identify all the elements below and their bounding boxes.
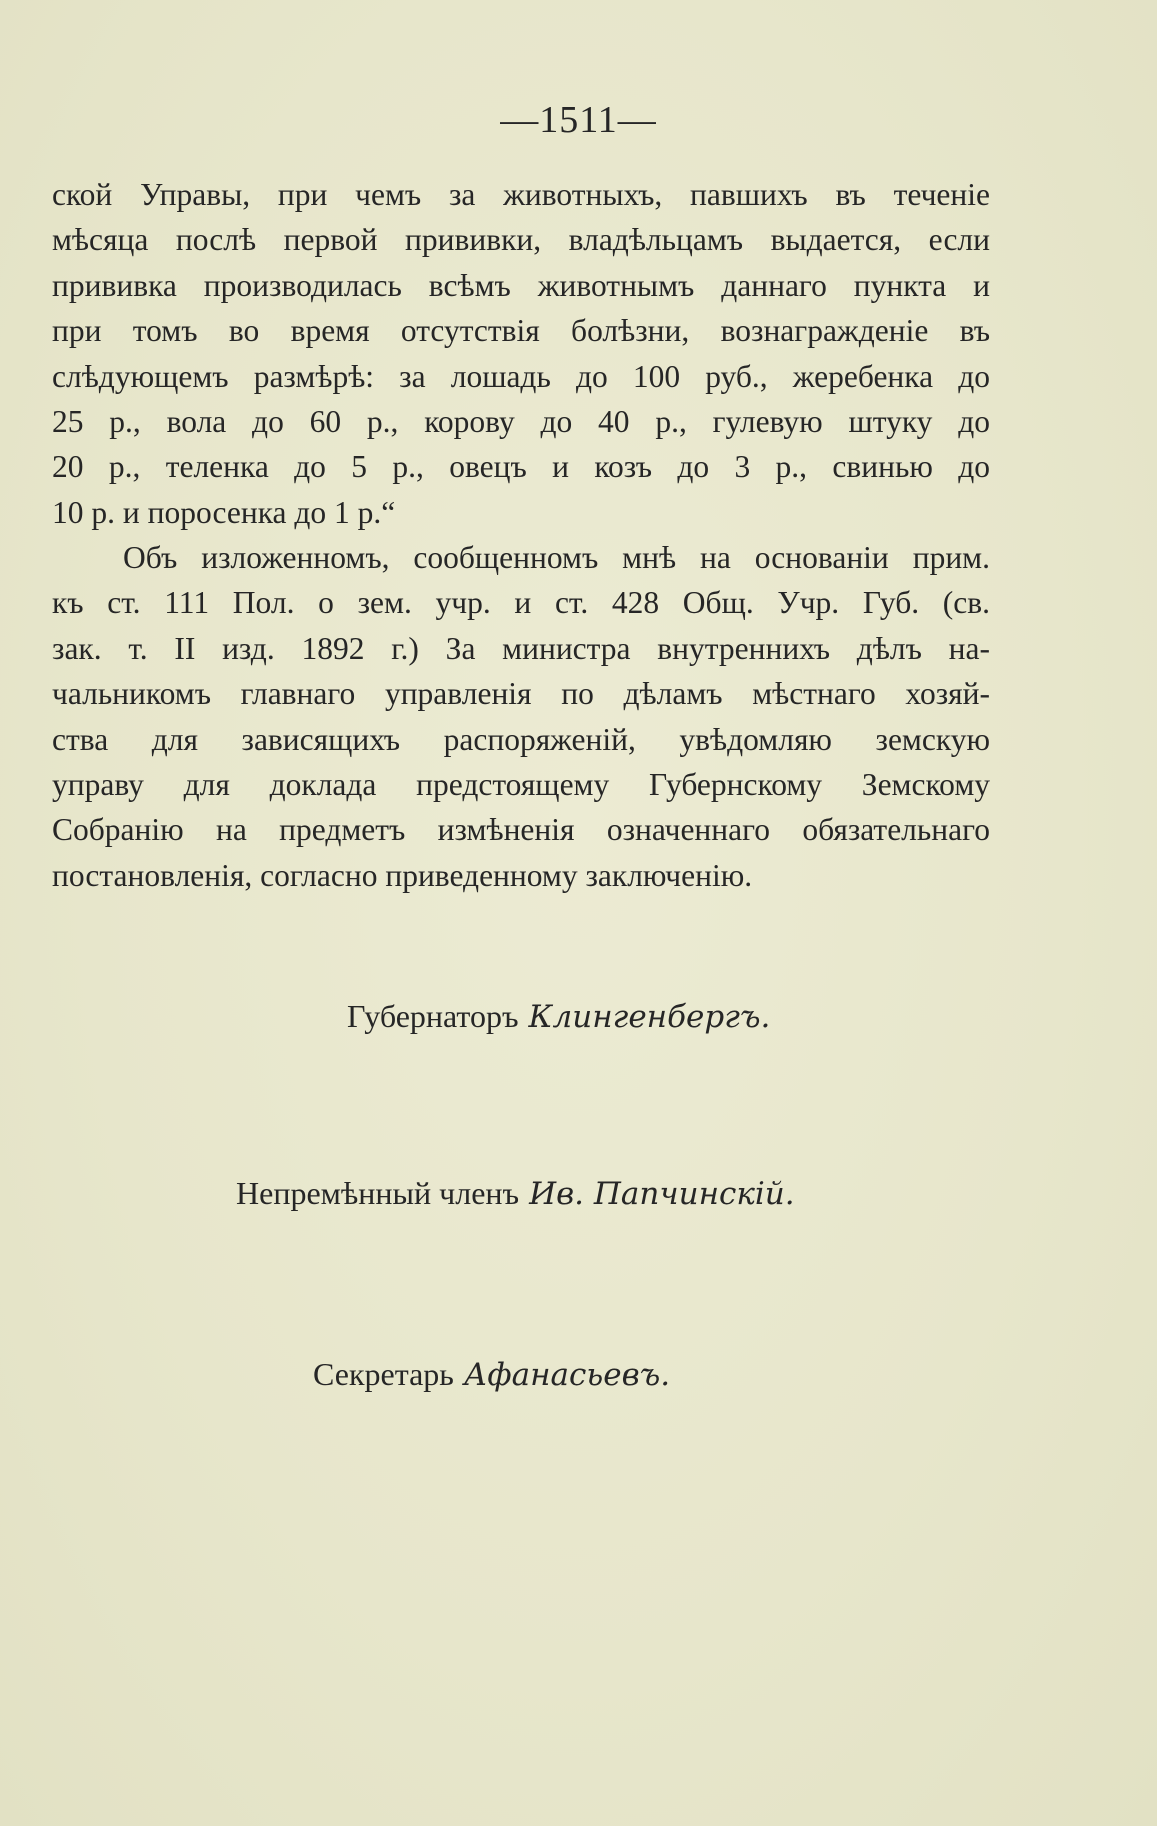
text-line: прививка производилась всѣмъ животнымъ даннаго пункта и bbox=[52, 267, 990, 303]
text-line: къ ст. 111 Пол. о зем. учр. и ст. 428 Общ. Учр. Губ. (св. bbox=[52, 585, 990, 621]
signature-title: Непремѣнный членъ bbox=[236, 1175, 520, 1211]
signature-title: Губернаторъ bbox=[347, 998, 519, 1034]
text-line: ства для зависящихъ распоряженій, увѣдомляю земскую bbox=[52, 721, 990, 757]
text-line: управу для доклада предстоящему Губернскому Земскому bbox=[52, 766, 990, 802]
text-line: 25 р., вола до 60 р., корову до 40 р., гулевую штуку до bbox=[52, 403, 990, 439]
paragraph-2 bbox=[52, 535, 990, 898]
paragraph-1 bbox=[52, 172, 990, 535]
signature-permanent-member bbox=[236, 1175, 795, 1212]
signature-title: Секретарь bbox=[313, 1356, 454, 1392]
text-line: 10 р. и поросенка до 1 р.“ bbox=[52, 494, 396, 530]
text-line: зак. т. II изд. 1892 г.) За министра внутреннихъ дѣлъ на- bbox=[52, 630, 990, 666]
signature-secretary bbox=[313, 1356, 670, 1393]
text-line: слѣдующемъ размѣрѣ: за лошадь до 100 руб., жеребенка до bbox=[52, 358, 990, 394]
text-line: Объ изложенномъ, сообщенномъ мнѣ на основаніи прим. bbox=[123, 540, 990, 575]
text-line: при томъ во время отсутствія болѣзни, вознагражденіе въ bbox=[52, 313, 990, 349]
page-number: —1511— bbox=[500, 99, 657, 141]
text-line: Собранію на предметъ измѣненія означеннаго обязательнаго bbox=[52, 812, 990, 848]
text-line: 20 р., теленка до 5 р., овецъ и козъ до 3 р., свинью до bbox=[52, 449, 990, 485]
text-line: чальникомъ главнаго управленія по дѣламъ мѣстнаго хозяй- bbox=[52, 676, 990, 712]
text-line: ской Управы, при чемъ за животныхъ, павшихъ въ теченіе bbox=[52, 177, 990, 212]
text-line: мѣсяца послѣ первой прививки, владѣльцамъ выдается, если bbox=[52, 222, 990, 258]
signature-governor bbox=[347, 998, 770, 1035]
signature-name: Ив. Папчинскій. bbox=[529, 1176, 795, 1212]
signature-name: Афанасьевъ. bbox=[463, 1357, 671, 1393]
text-line: постановленія, согласно приведенному заключенію. bbox=[52, 857, 753, 893]
signature-name: Клингенбергъ. bbox=[528, 999, 771, 1035]
